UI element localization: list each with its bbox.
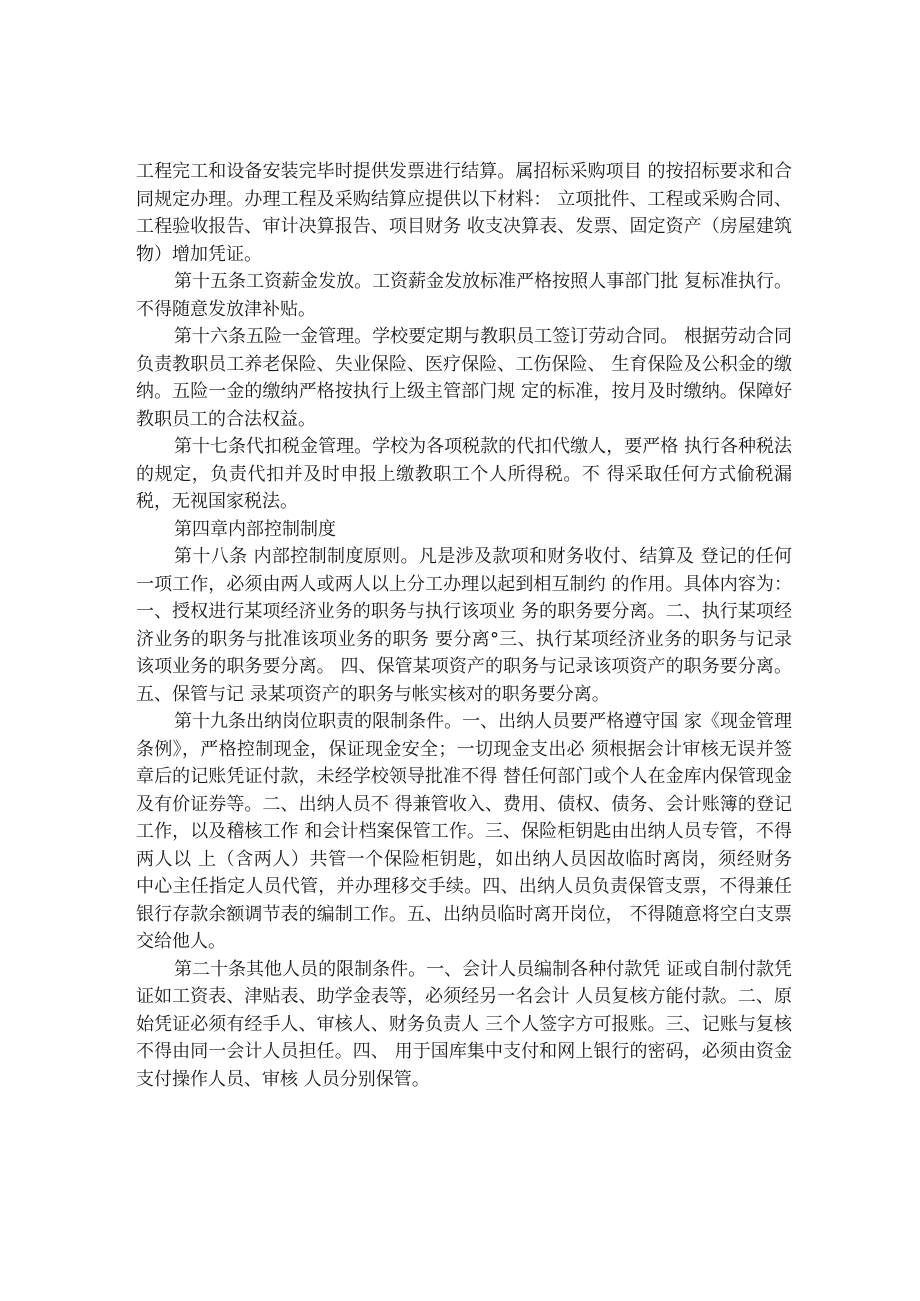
paragraph-article-16: 第十六条五险一金管理。学校要定期与教职员工签订劳动合同。 根据劳动合同负责教职员工养老保险、失业保险、医疗保险、工伤保险、 生育保险及公积金的缴纳。五险一金的缴纳严格按执行上级主管部门规 定的标准，按月及时缴纳。保障好教职员工的合法权益。 bbox=[136, 326, 792, 430]
paragraph-article-18: 第十八条 内部控制制度原则。凡是涉及款项和财务收付、结算及 登记的任何一项工作，必须由两人或两人以上分工办理以起到相互制约 的作用。具体内容为：一、授权进行某项经济业务的职务与执行该项业 务的职务要分离。二、执行某项经济业务的职务与批准该项业务的职务 要分离°三、执行某项经济业务的职务与记录该项业务的职务要分离。 四、保管某项资产的职务与记录该项资产的职务要分离。五、保管与记 录某项资产的职务与帐实核对的职务要分离。 bbox=[136, 546, 792, 705]
paragraph-settlement-materials: 工程完工和设备安装完毕时提供发票进行结算。属招标采购项目 的按招标要求和合同规定办理。办理工程及采购结算应提供以下材料： 立项批件、工程或采购合同、工程验收报告、审计决算报告、项目财务 收支决算表、发票、固定资产（房屋建筑物）增加凭证。 bbox=[136, 161, 792, 265]
paragraph-article-19: 第十九条出纳岗位职责的限制条件。一、出纳人员要严格遵守国 家《现金管理条例》，严格控制现金，保证现金安全；一切现金支出必 须根据会计审核无误并签章后的记账凭证付款，未经学校领导批准不得 替任何部门或个人在金库内保管现金及有价证券等。二、出纳人员不 得兼管收入、费用、债权、债务、会计账簿的登记工作，以及稽核工作 和会计档案保管工作。三、保险柜钥匙由出纳人员专管，不得两人以 上（含两人）共管一个保险柜钥匙，如出纳人员因故临时离岗，须经财务 中心主任指定人员代管，并办理移交手续。四、出纳人员负责保管支票，不得兼任银行存款余额调节表的编制工作。五、出纳员临时离开岗位， 不得随意将空白支票交给他人。 bbox=[136, 711, 792, 952]
document-body bbox=[136, 158, 792, 1093]
paragraph-article-20: 第二十条其他人员的限制条件。一、会计人员编制各种付款凭 证或自制付款凭证如工资表、津贴表、助学金表等，必须经另一名会计 人员复核方能付款。二、原始凭证必须有经手人、审核人、财务负责人 三个人签字方可报账。三、记账与复核不得由同一会计人员担任。四、 用于国库集中支付和网上银行的密码，必须由资金支付操作人员、审核 人员分别保管。 bbox=[136, 958, 792, 1090]
chapter-heading: 第四章内部控制制度 bbox=[174, 518, 336, 540]
paragraph-article-15: 第十五条工资薪金发放。工资薪金发放标准严格按照人事部门批 复标准执行。不得随意发放津补贴。 bbox=[136, 271, 792, 320]
paragraph-article-17: 第十七条代扣税金管理。学校为各项税款的代扣代缴人，要严格 执行各种税法的规定，负责代扣并及时申报上缴教职工个人所得税。不 得采取任何方式偷税漏税，无视国家税法。 bbox=[136, 436, 792, 512]
